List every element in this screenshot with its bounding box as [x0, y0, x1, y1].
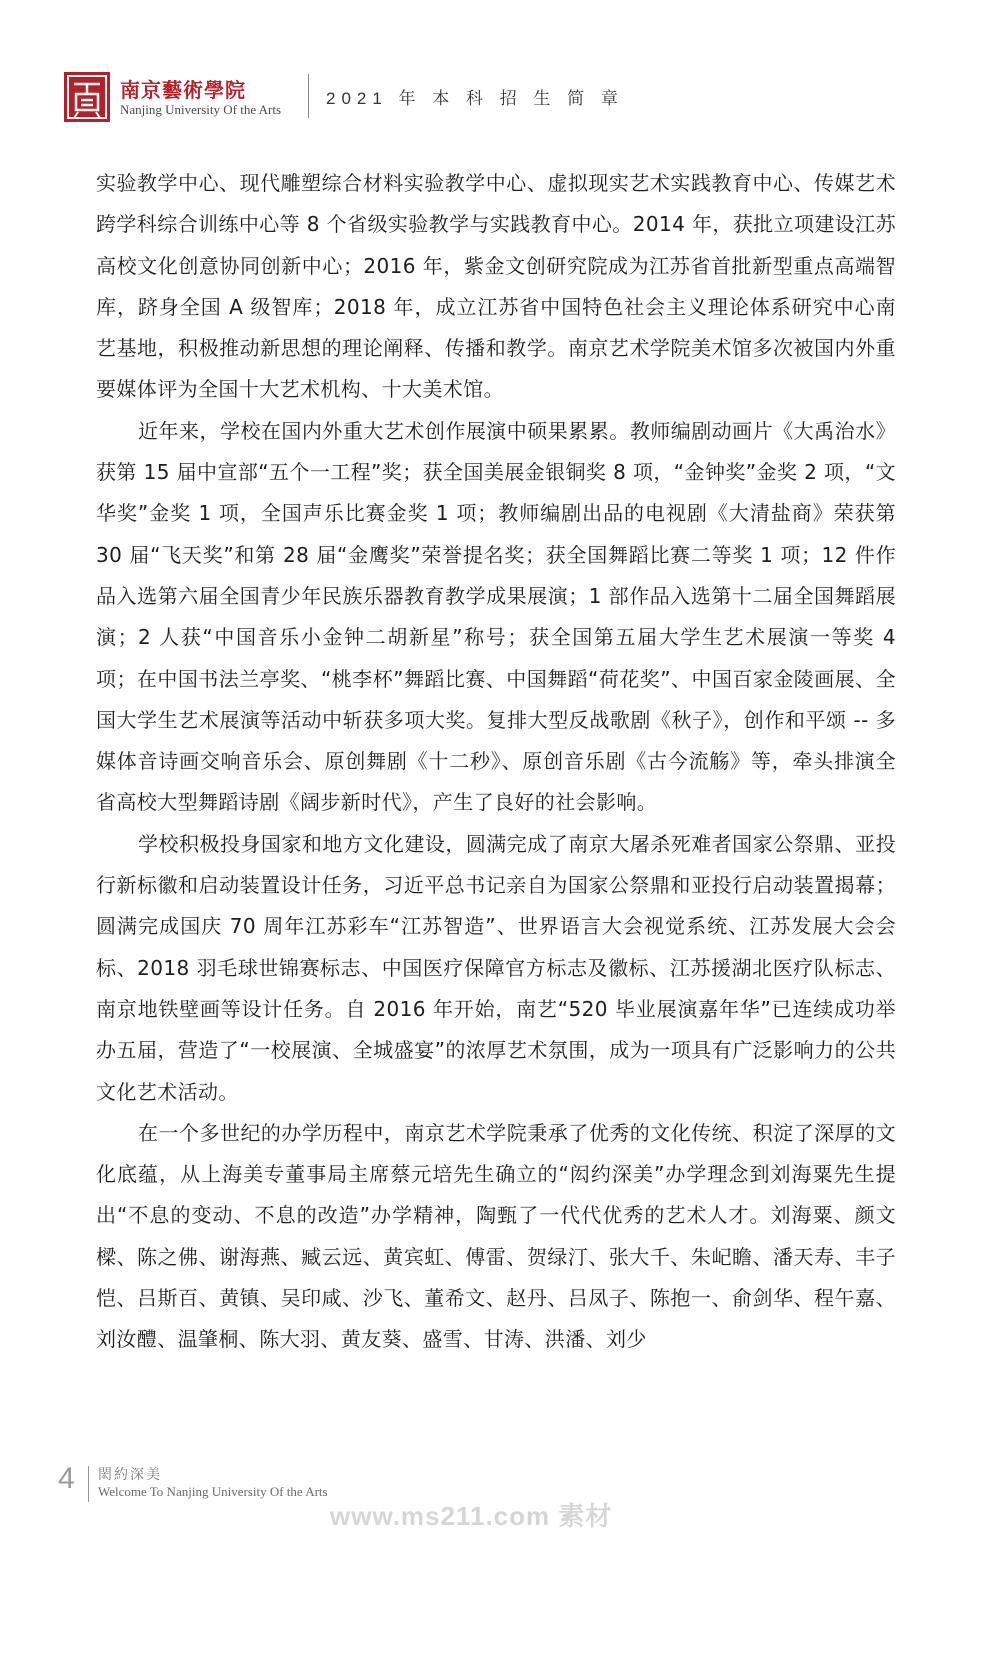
article-body — [96, 163, 896, 1361]
paragraph: 学校积极投身国家和地方文化建设，圆满完成了南京大屠杀死难者国家公祭鼎、亚投行新标徽和启动装置设计任务，习近平总书记亲自为国家公祭鼎和亚投行启动装置揭幕；圆满完成国庆 70 周年江苏彩车“江苏智造”、世界语言大会视觉系统、江苏发展大会会标、2018 羽毛球世锦赛标志、中国医疗保障官方标志及徽标、江苏援湖北医疗队标志、南京地铁壁画等设计任务。自 2016 年开始，南艺“520 毕业展演嘉年华”已连续成功举办五届，营造了“一校展演、全城盛宴”的浓厚艺术氛围，成为一项具有广泛影响力的公共文化艺术活动。 — [96, 831, 896, 1104]
page-header — [64, 56, 944, 126]
paragraph: 实验教学中心、现代雕塑综合材料实验教学中心、虚拟现实艺术实践教育中心、传媒艺术跨学科综合训练中心等 8 个省级实验教学与实践教育中心。2014 年，获批立项建设江苏高校文化创意协同创新中心；2016 年，紫金文创研究院成为江苏省首批新型重点高端智库，跻身全国 A 级智库；2018 年，成立江苏省中国特色社会主义理论体系研究中心南艺基地，积极推动新思想的理论阐释、传播和教学。南京艺术学院美术馆多次被国内外重要媒体评为全国十大艺术机构、十大美术馆。 — [96, 171, 896, 402]
footer-divider — [88, 1466, 89, 1502]
paragraph: 在一个多世纪的办学历程中，南京艺术学院秉承了优秀的文化传统、积淀了深厚的文化底蕴，从上海美专董事局主席蔡元培先生确立的“闳约深美”办学理念到刘海粟先生提出“不息的变动、不息的改造”办学精神，陶甄了一代代优秀的艺术人才。刘海粟、颜文樑、陈之佛、谢海燕、臧云远、黄宾虹、傅雷、贺绿汀、张大千、朱屺瞻、潘天寿、丰子恺、吕斯百、黄镇、吴印咸、沙飞、董希文、赵丹、吕凤子、陈抱一、俞剑华、程午嘉、刘汝醴、温肇桐、陈大羽、黄友葵、盛雪、甘涛、洪潘、刘少 — [96, 1120, 896, 1352]
watermark: www.ms211.com 素材 — [330, 1501, 613, 1531]
university-logo-icon — [64, 72, 110, 122]
university-name-en: Nanjing University Of the Arts — [120, 102, 282, 117]
university-name-cn: 南京藝術學院 — [120, 78, 246, 102]
header-divider — [308, 74, 309, 118]
footer-english: Welcome To Nanjing University Of the Arts — [98, 1484, 328, 1499]
page-number: 4 — [58, 1462, 75, 1495]
page-title: 2021 年 本 科 招 生 简 章 — [326, 89, 624, 108]
paragraph: 近年来，学校在国内外重大艺术创作展演中硕果累累。教师编剧动画片《大禹治水》获第 15 届中宣部“五个一工程”奖；获全国美展金银铜奖 8 项，“金钟奖”金奖 2 项，“文华奖”金奖 1 项，全国声乐比赛金奖 1 项；教师编剧出品的电视剧《大清盐商》荣获第 30 届“飞天奖”和第 28 届“金鹰奖”荣誉提名奖；获全国舞蹈比赛二等奖 1 项；12 件作品入选第六届全国青少年民族乐器教育教学成果展演；1 部作品入选第十二届全国舞蹈展演；2 人获“中国音乐小金钟二胡新星”称号；获全国第五届大学生艺术展演一等奖 4 项；在中国书法兰亭奖、“桃李杯”舞蹈比赛、中国舞蹈“荷花奖”、中国百家金陵画展、全国大学生艺术展演等活动中斩获多项大奖。复排大型反战歌剧《秋子》，创作和平颂 -- 多媒体音诗画交响音乐会、原创舞剧《十二秒》、原创音乐剧《古今流觞》等，牵头排演全省高校大型舞蹈诗剧《阔步新时代》，产生了良好的社会影响。 — [96, 418, 896, 815]
footer-motto: 閎約深美 — [98, 1467, 162, 1483]
